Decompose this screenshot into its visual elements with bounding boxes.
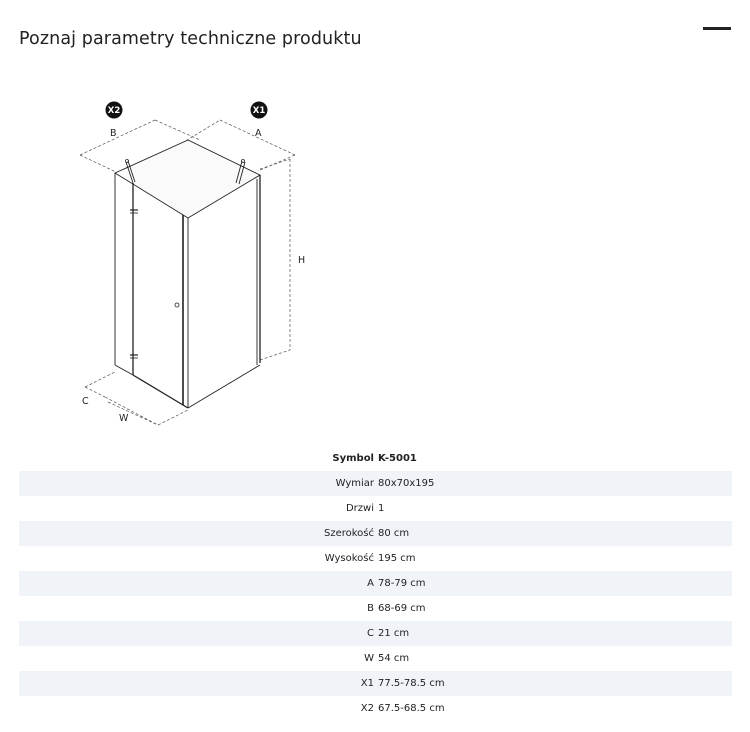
collapse-toggle-icon[interactable] xyxy=(703,27,731,30)
spec-value: 78-79 cm xyxy=(378,571,732,596)
spec-label: Wymiar xyxy=(19,471,378,496)
dimension-label-h: H xyxy=(298,255,306,266)
spec-row xyxy=(19,671,732,696)
spec-row xyxy=(19,621,732,646)
spec-value: 1 xyxy=(378,503,385,514)
spec-label: X2 xyxy=(360,703,374,714)
spec-value: 77.5-78.5 cm xyxy=(378,671,732,696)
spec-row xyxy=(19,596,732,621)
badge-x1-icon xyxy=(251,102,268,119)
spec-label: A xyxy=(19,571,378,596)
spec-row-symbol xyxy=(19,446,732,471)
dimension-label-b: B xyxy=(110,128,117,139)
spec-label: Drzwi xyxy=(345,503,374,514)
spec-row xyxy=(19,646,732,671)
spec-label: W xyxy=(364,653,374,664)
badge-x2-icon xyxy=(106,102,123,119)
spec-row xyxy=(19,521,732,546)
spec-label: C xyxy=(19,621,378,646)
spec-row xyxy=(19,546,732,571)
spec-value: 67.5-68.5 cm xyxy=(378,703,445,714)
badge-x2-label: X2 xyxy=(107,106,121,116)
spec-row xyxy=(19,496,732,521)
dimension-label-c: C xyxy=(82,396,89,407)
dimension-label-a: A xyxy=(255,128,262,139)
spec-value: 68-69 cm xyxy=(378,603,426,614)
spec-label: X1 xyxy=(19,671,378,696)
spec-value: 54 cm xyxy=(378,653,410,664)
spec-row xyxy=(19,471,732,496)
product-dimension-diagram xyxy=(70,95,330,435)
spec-value: 195 cm xyxy=(378,553,416,564)
spec-value: 21 cm xyxy=(378,621,732,646)
spec-value: K-5001 xyxy=(378,453,417,464)
dimension-label-w: W xyxy=(119,413,129,424)
spec-row xyxy=(19,696,732,721)
spec-label: Szerokość xyxy=(19,521,378,546)
spec-value: 80x70x195 xyxy=(378,471,732,496)
spec-label: Wysokość xyxy=(324,553,374,564)
spec-value: 80 cm xyxy=(378,521,732,546)
height-dimension-line xyxy=(260,159,290,360)
spec-label: B xyxy=(367,603,374,614)
shower-enclosure xyxy=(115,140,260,408)
spec-table xyxy=(19,446,732,721)
section-title: Poznaj parametry techniczne produktu xyxy=(19,29,362,49)
badge-x1-label: X1 xyxy=(252,106,266,116)
spec-label: Symbol xyxy=(332,453,374,464)
spec-row xyxy=(19,571,732,596)
